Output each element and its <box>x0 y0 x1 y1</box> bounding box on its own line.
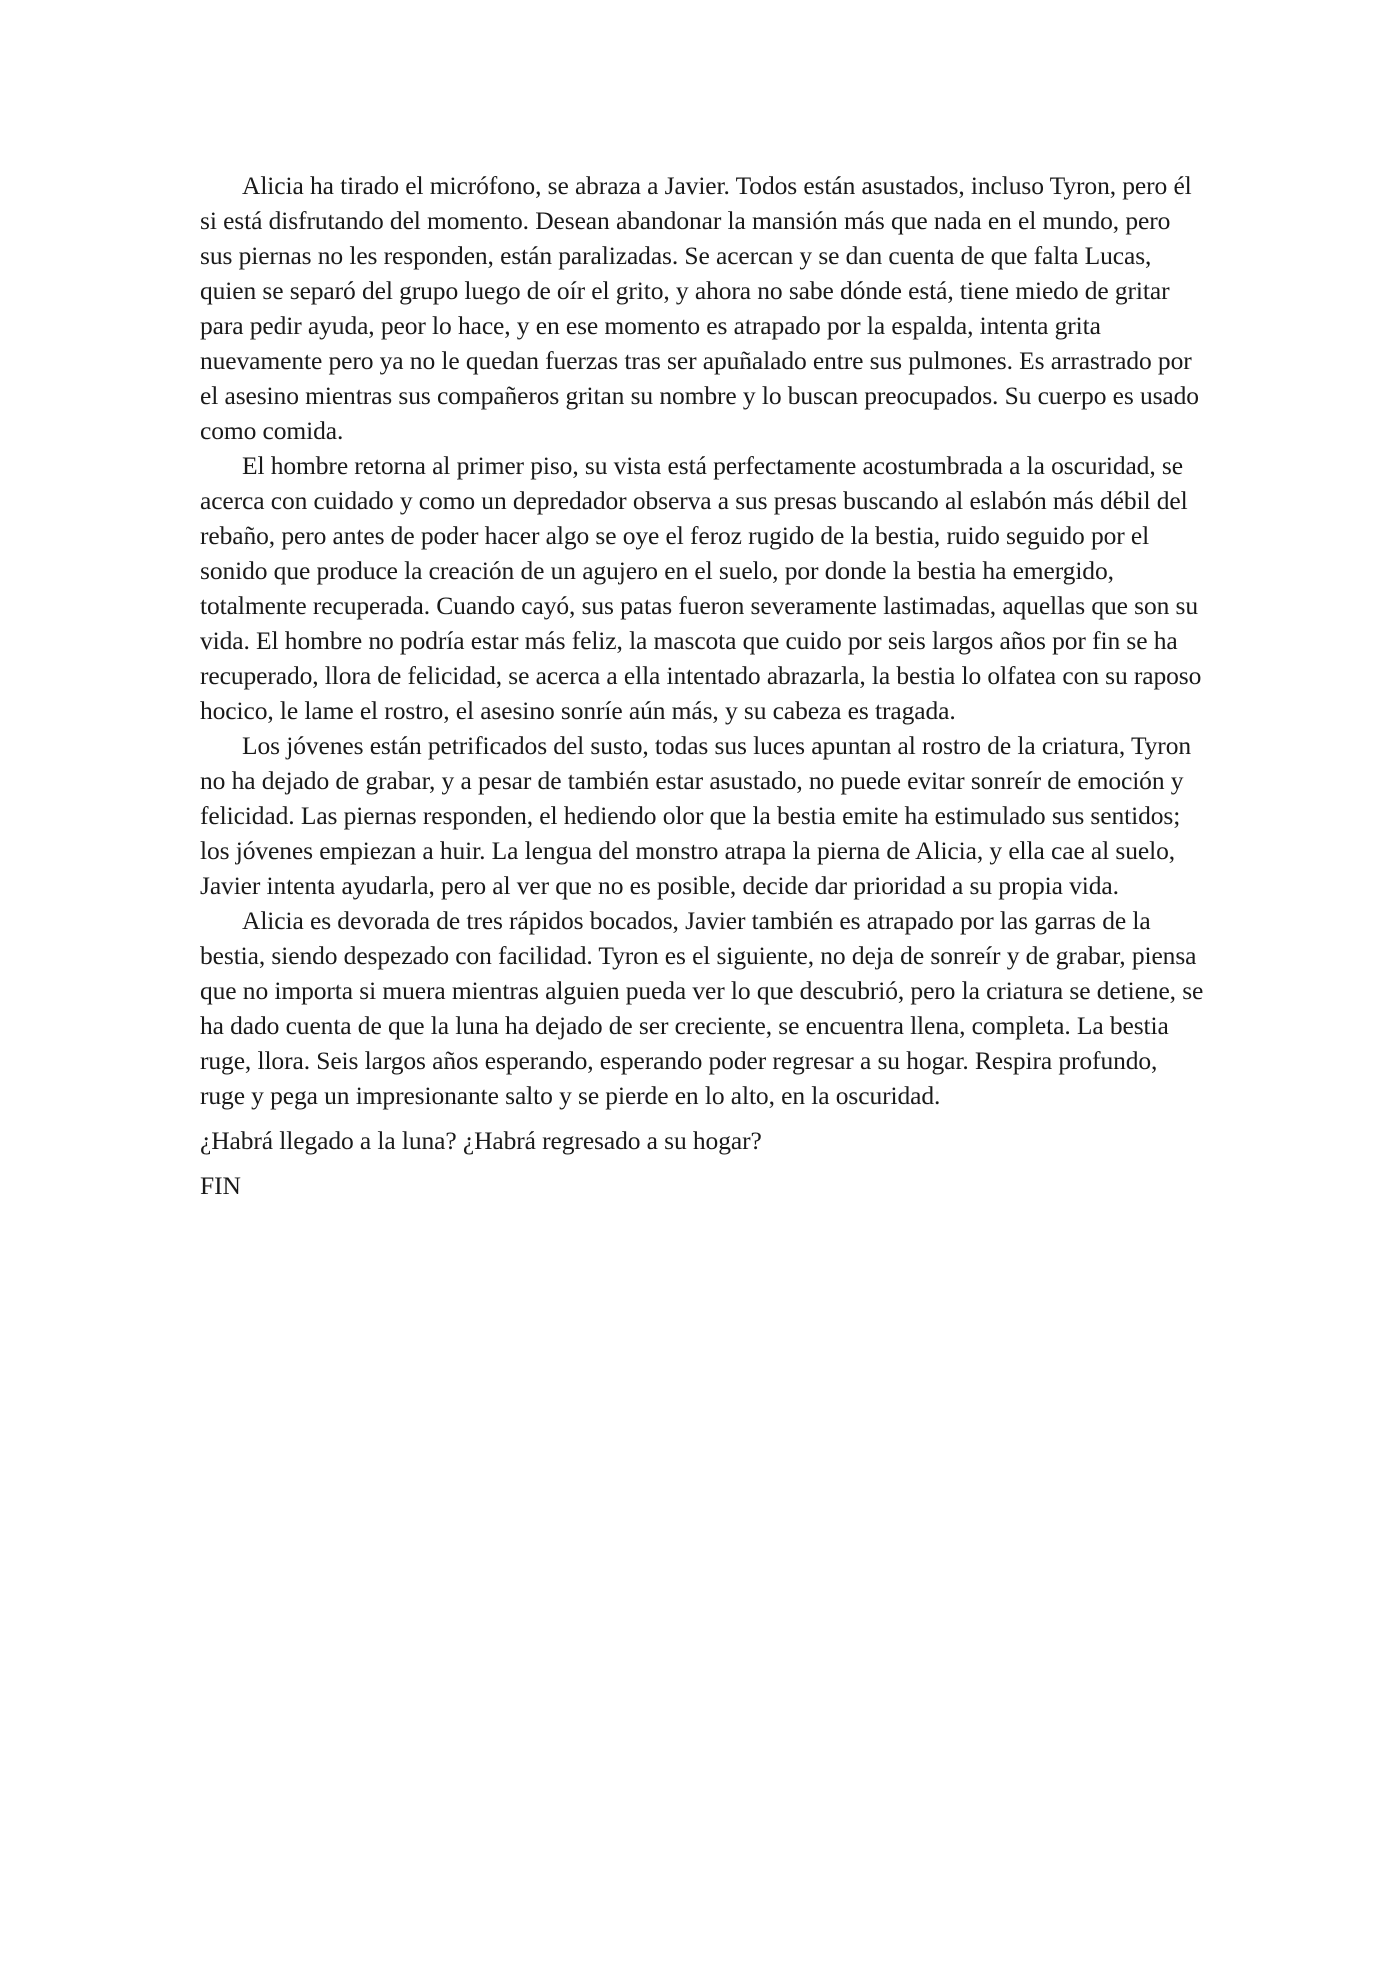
story-text <box>200 168 1205 1203</box>
paragraph-4: Alicia es devorada de tres rápidos bocados, Javier también es atrapado por las garras de la bestia, siendo despezado con facilidad. Tyron es el siguiente, no deja de sonreír y de grabar, piensa que no importa si muera mientras alguien pueda ver lo que descubrió, pero la criatura se detiene, se ha dado cuenta de que la luna ha dejado de ser creciente, se encuentra llena, completa. La bestia ruge, llora. Seis largos años esperando, esperando poder regresar a su hogar. Respira profundo, ruge y pega un impresionante salto y se pierde en lo alto, en la oscuridad. <box>200 906 1204 1110</box>
paragraph-3: Los jóvenes están petrificados del susto, todas sus luces apuntan al rostro de la criatura, Tyron no ha dejado de grabar, y a pesar de también estar asustado, no puede evitar sonreír de emoción y felicidad. Las piernas responden, el hediendo olor que la bestia emite ha estimulado sus sentidos; los jóvenes empiezan a huir. La lengua del monstro atrapa la pierna de Alicia, y ella cae al suelo, Javier intenta ayudarla, pero al ver que no es posible, decide dar prioridad a su propia vida. <box>200 731 1192 900</box>
paragraph-1: Alicia ha tirado el micrófono, se abraza a Javier. Todos están asustados, incluso Tyron, pero él si está disfrutando del momento. Desean abandonar la mansión más que nada en el mundo, pero sus piernas no les responden, están paralizadas. Se acercan y se dan cuenta de que falta Lucas, quien se separó del grupo luego de oír el grito, y ahora no sabe dónde está, tiene miedo de gritar para pedir ayuda, peor lo hace, y en ese momento es atrapado por la espalda, intenta grita nuevamente pero ya no le quedan fuerzas tras ser apuñalado entre sus pulmones. Es arrastrado por el asesino mientras sus compañeros gritan su nombre y lo buscan preocupados. Su cuerpo es usado como comida. <box>200 171 1199 445</box>
closing-question: ¿Habrá llegado a la luna? ¿Habrá regresado a su hogar? <box>200 1126 762 1155</box>
end-marker: FIN <box>200 1171 241 1200</box>
paragraph-2: El hombre retorna al primer piso, su vista está perfectamente acostumbrada a la oscuridad, se acerca con cuidado y como un depredador observa a sus presas buscando al eslabón más débil del rebaño, pero antes de poder hacer algo se oye el feroz rugido de la bestia, ruido seguido por el sonido que produce la creación de un agujero en el suelo, por donde la bestia ha emergido, totalmente recuperada. Cuando cayó, sus patas fueron severamente lastimadas, aquellas que son su vida. El hombre no podría estar más feliz, la mascota que cuido por seis largos años por fin se ha recuperado, llora de felicidad, se acerca a ella intentado abrazarla, la bestia lo olfatea con su raposo hocico, le lame el rostro, el asesino sonríe aún más, y su cabeza es tragada. <box>200 451 1202 725</box>
